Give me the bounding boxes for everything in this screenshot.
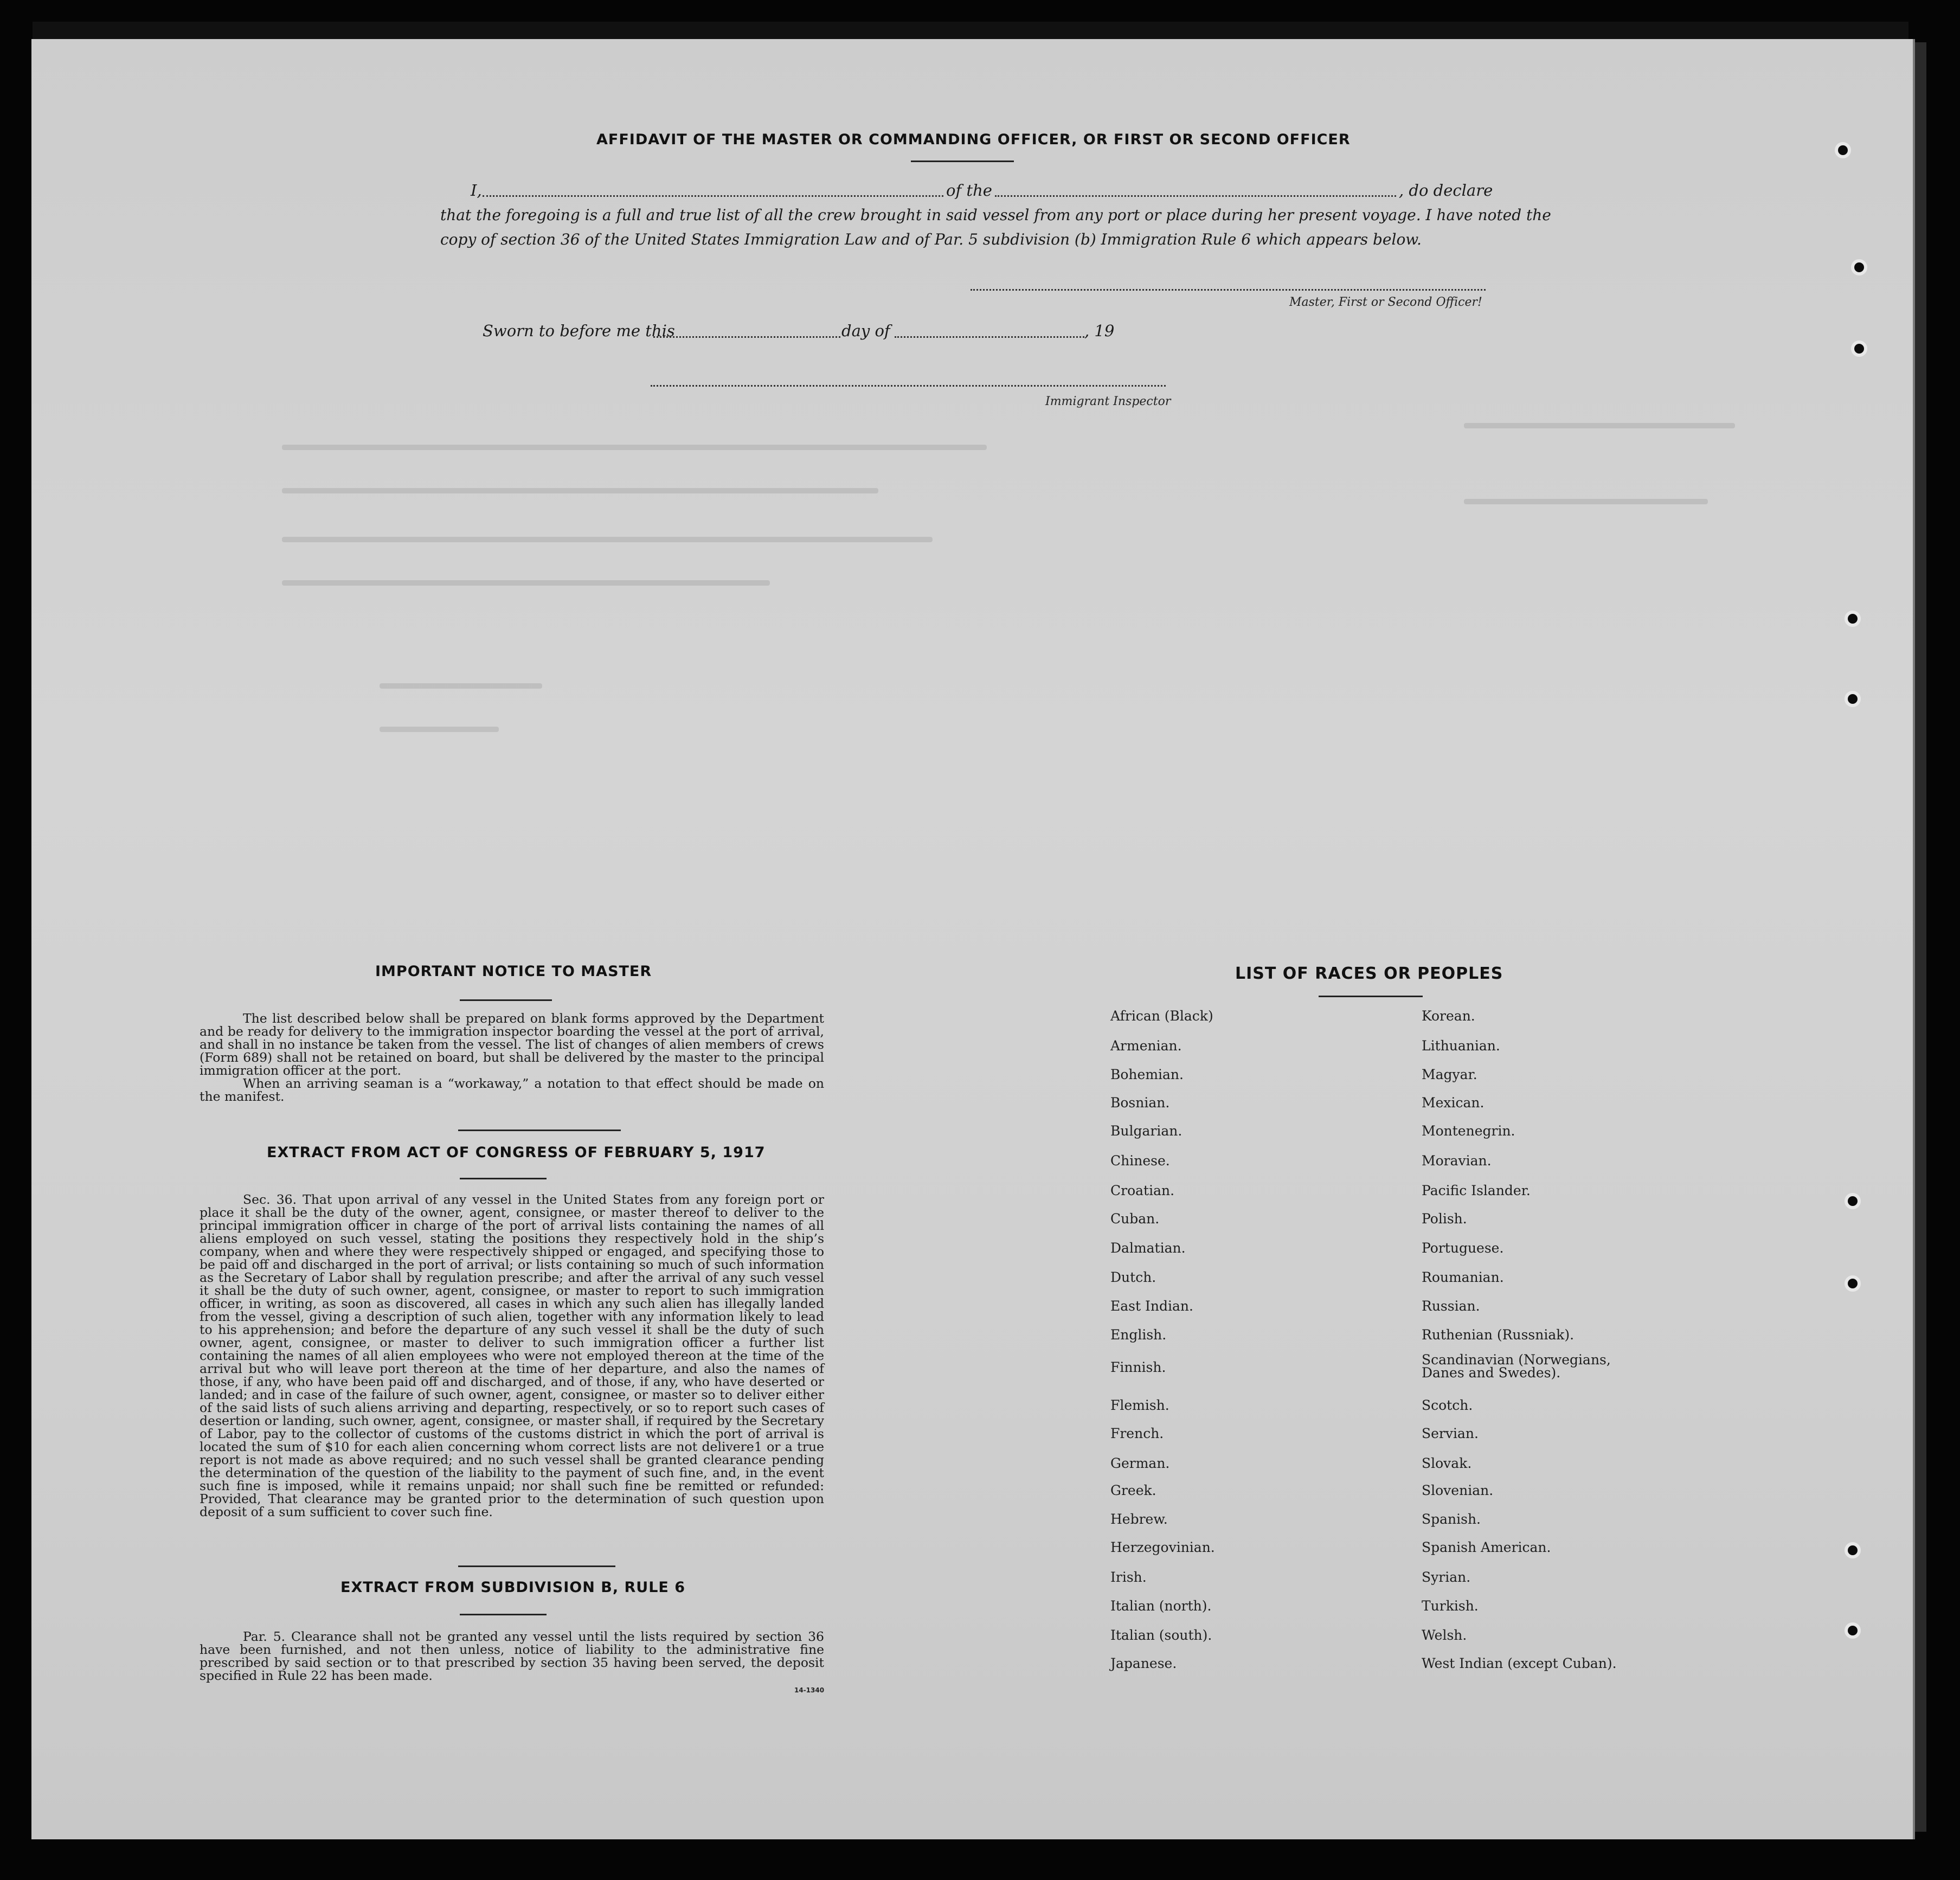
binder-hole: [1851, 259, 1867, 275]
vessel-name-field[interactable]: [995, 195, 1396, 197]
race-item: West Indian (except Cuban).: [1422, 1656, 1617, 1671]
race-item: Lithuanian.: [1422, 1038, 1500, 1054]
binder-hole: [1851, 341, 1867, 357]
race-item: East Indian.: [1110, 1298, 1193, 1314]
race-item: Magyar.: [1422, 1067, 1477, 1082]
race-item: Portuguese.: [1422, 1240, 1504, 1256]
notice-title-rule: [460, 999, 552, 1001]
race-item: Montenegrin.: [1422, 1123, 1515, 1139]
officer-signature-label: Master, First or Second Officer!: [1289, 296, 1482, 309]
race-item: Bohemian.: [1110, 1067, 1184, 1082]
race-item: Italian (south).: [1110, 1627, 1212, 1643]
race-item: Italian (north).: [1110, 1598, 1212, 1614]
bleed-through-mark: [282, 537, 933, 542]
inspector-signature-line[interactable]: [651, 385, 1166, 387]
affidavit-line2: that the foregoing is a full and true list of all the crew brought in said vessel from any port or place during her present voyage. I have noted the: [440, 206, 1551, 224]
race-item: Moravian.: [1422, 1153, 1492, 1169]
race-item: Bosnian.: [1110, 1095, 1170, 1111]
affidavit-title: AFFIDAVIT OF THE MASTER OR COMMANDING OFFICER, OR FIRST OR SECOND OFFICER: [596, 131, 1351, 148]
notice-body: [200, 1012, 824, 1103]
race-item: African (Black): [1110, 1008, 1213, 1024]
inspector-signature-label: Immigrant Inspector: [1045, 395, 1171, 408]
binder-hole: [1845, 1542, 1861, 1558]
act-extract-title: EXTRACT FROM ACT OF CONGRESS OF FEBRUARY 5, 1917: [267, 1144, 766, 1161]
race-item: Irish.: [1110, 1569, 1147, 1585]
affidavit-line1-of: of the: [946, 181, 992, 200]
bleed-through-mark: [282, 445, 987, 450]
year-label: , 19: [1084, 322, 1115, 340]
race-item: Spanish American.: [1422, 1539, 1551, 1555]
scan-top-edge: [33, 22, 1908, 41]
race-item: Croatian.: [1110, 1183, 1175, 1198]
race-item: Slovak.: [1422, 1455, 1472, 1471]
race-item: Slovenian.: [1422, 1483, 1494, 1498]
race-item: Armenian.: [1110, 1038, 1182, 1054]
race-item: Herzegovinian.: [1110, 1539, 1215, 1555]
bleed-through-mark: [1464, 423, 1735, 428]
race-item: Syrian.: [1422, 1569, 1471, 1585]
race-item: Roumanian.: [1422, 1269, 1504, 1285]
affidavit-line3: copy of section 36 of the United States Immigration Law and of Par. 5 subdivision (b) Immigration Rule 6 which appears below.: [440, 230, 1422, 248]
bleed-through-mark: [282, 580, 770, 586]
race-item: Bulgarian.: [1110, 1123, 1183, 1139]
act-extract-title-rule: [460, 1178, 547, 1179]
race-item: Turkish.: [1422, 1598, 1479, 1614]
binder-hole: [1845, 1193, 1861, 1209]
rule-extract-title-rule: [460, 1614, 547, 1615]
binder-hole: [1845, 611, 1861, 627]
race-item: German.: [1110, 1455, 1170, 1471]
binder-hole: [1845, 691, 1861, 707]
race-item: English.: [1110, 1327, 1167, 1343]
bleed-through-mark: [1464, 499, 1708, 504]
race-item: Finnish.: [1110, 1359, 1166, 1375]
sworn-month-field[interactable]: [895, 336, 1084, 338]
race-item: Japanese.: [1110, 1656, 1177, 1671]
sworn-label: Sworn to before me this: [483, 322, 675, 340]
act-extract-body: [200, 1193, 824, 1518]
master-name-field[interactable]: [483, 195, 943, 197]
rule-extract-title: EXTRACT FROM SUBDIVISION B, RULE 6: [340, 1579, 686, 1596]
races-title: LIST OF RACES OR PEOPLES: [1235, 964, 1503, 983]
document-sheet: [31, 39, 1915, 1839]
race-item: Russian.: [1422, 1298, 1480, 1314]
bleed-through-mark: [380, 727, 499, 732]
race-item: Scandinavian (Norwegians, Danes and Swedes).: [1422, 1352, 1611, 1381]
section-divider: [458, 1565, 615, 1567]
race-item: Pacific Islander.: [1422, 1183, 1531, 1198]
race-item: Hebrew.: [1110, 1511, 1168, 1527]
bleed-through-mark: [282, 488, 878, 493]
race-item: Servian.: [1422, 1426, 1479, 1441]
affidavit-line1-i: I,: [471, 181, 482, 200]
race-item: French.: [1110, 1426, 1164, 1441]
race-item: Ruthenian (Russniak).: [1422, 1327, 1575, 1343]
rule-paragraph-5-text: Par. 5. Clearance shall not be granted any vessel until the lists required by section 36 have been furnished, and not then unless, notice of liability to the administrative fine prescribed by said section or to that prescribed by section 35 having been served, the deposit specified in Rule 22 has been made.: [200, 1629, 824, 1683]
race-item: Chinese.: [1110, 1153, 1170, 1169]
race-item: Korean.: [1422, 1008, 1475, 1024]
race-item: Polish.: [1422, 1211, 1467, 1227]
binder-hole: [1845, 1622, 1861, 1639]
sworn-day-field[interactable]: [653, 336, 840, 338]
binder-hole: [1835, 142, 1851, 158]
binder-hole: [1845, 1275, 1861, 1292]
race-item: Greek.: [1110, 1483, 1156, 1498]
rule-extract-body: [200, 1630, 824, 1682]
race-item: Spanish.: [1422, 1511, 1481, 1527]
affidavit-title-rule: [911, 161, 1014, 162]
race-item: Cuban.: [1110, 1211, 1160, 1227]
race-item: Scotch.: [1422, 1397, 1473, 1413]
race-item: Dutch.: [1110, 1269, 1156, 1285]
day-of-label: day of: [841, 322, 890, 340]
officer-signature-line[interactable]: [971, 289, 1486, 291]
act-section-36-text: Sec. 36. That upon arrival of any vessel in the United States from any foreign port or place it shall be the duty of the owner, agent, consignee, or master thereof to deliver to the principal immigration officer in charge of the port of arrival lists containing the names of all aliens employed on such vessel, stating the positions they respectively hold in the ship’s company, when and where they were respectively shipped or engaged, and specifying those to be paid off and discharged in the port of arrival; or lists containing so much of such information as the Secretary of Labor shall by regulation prescribe; and after the arrival of any such vessel it shall be the duty of such owner, agent, consignee, or master to report to such immigration officer, in writing, as soon as discovered, all cases in which any such alien has illegally landed from the vessel, giving a description of such alien, together with any information likely to lead to his apprehension; and before the departure of any such vessel it shall be the duty of such owner, agent, consignee, or master to deliver to such immigration officer a further list containing the names of all alien employees who were not employed thereon at the time of the arrival but who will leave port thereon at the time of her departure, and also the names of those, if any, who have been paid off and discharged, and of those, if any, who have deserted or landed; and in case of the failure of such owner, agent, consignee, or master so to deliver either of the said lists of such aliens arriving and departing, respectively, or so to report such cases of desertion or landing, such owner, agent, consignee, or master shall, if required by the Secretary of Labor, pay to the collector of customs of the customs district in which the port of arrival is located the sum of $10 for each alien concerning whom correct lists are not delivere1 or a true report is not made as above required; and no such vessel shall be granted clearance pending the determination of the question of the liability to the payment of such fine, and, in the event such fine is imposed, while it remains unpaid; nor shall such fine be remitted or refunded: Provided, That clearance may be granted prior to the determination of such question upon deposit of a sum sufficient to cover such fine.: [200, 1192, 824, 1519]
form-number: 14-1340: [794, 1686, 825, 1694]
race-item: Mexican.: [1422, 1095, 1485, 1111]
races-title-rule: [1319, 996, 1423, 997]
affidavit-line1-declare: , do declare: [1399, 181, 1493, 200]
race-item: Flemish.: [1110, 1397, 1169, 1413]
notice-paragraph-1: The list described below shall be prepared on blank forms approved by the Department and be ready for delivery to the immigration inspector boarding the vessel at the port of arrival, and shall in no instance be taken from the vessel. The list of changes of alien members of crews (Form 689) shall not be retained on board, but shall be delivered by the master to the principal immigration officer at the port.: [200, 1011, 824, 1078]
section-divider: [458, 1130, 621, 1131]
race-item: Dalmatian.: [1110, 1240, 1186, 1256]
notice-title: IMPORTANT NOTICE TO MASTER: [375, 963, 652, 980]
notice-paragraph-2: When an arriving seaman is a “workaway,” a notation to that effect should be made on the manifest.: [200, 1076, 824, 1104]
race-item: Welsh.: [1422, 1627, 1467, 1643]
bleed-through-mark: [380, 683, 542, 689]
